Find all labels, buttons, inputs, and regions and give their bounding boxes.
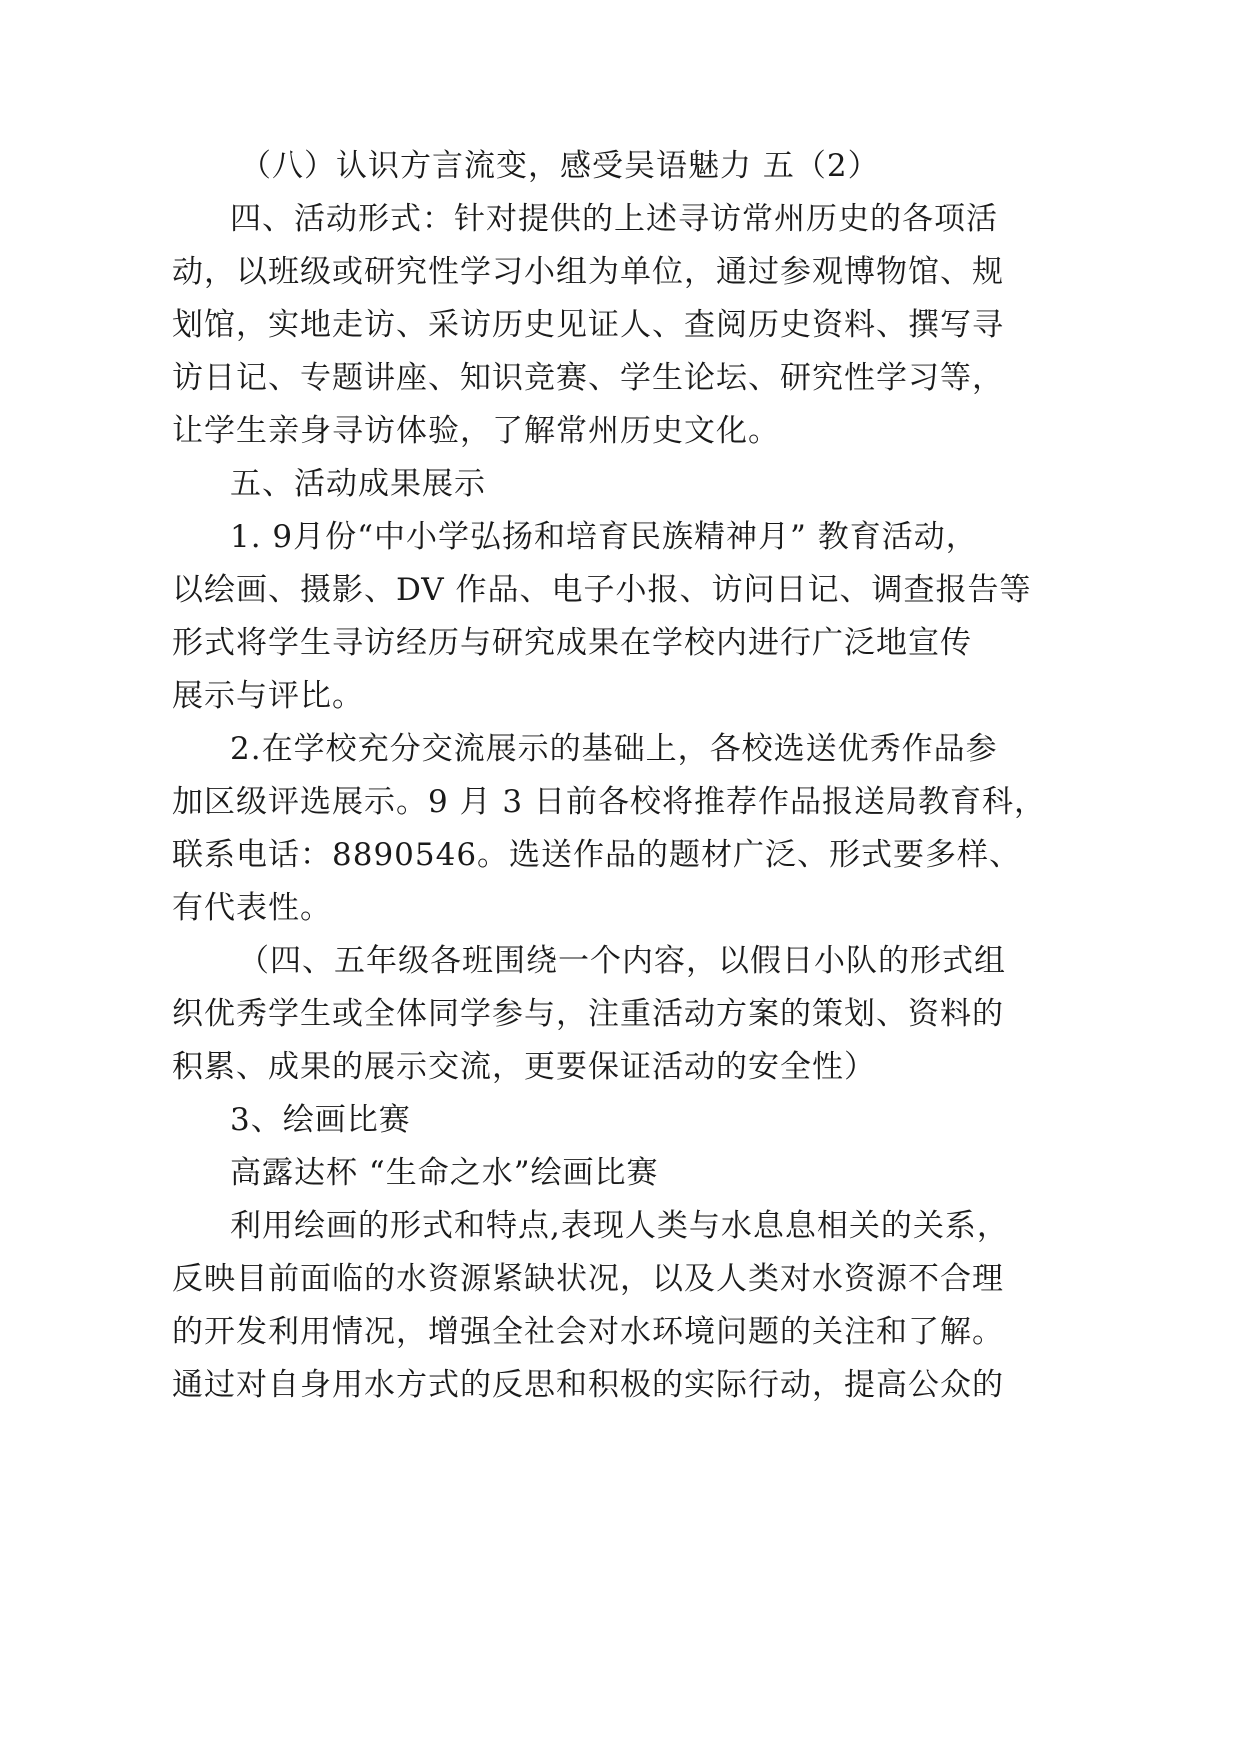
text-line: 划馆，实地走访、采访历史见证人、查阅历史资料、撰写寻 [172,307,1004,343]
text-line: 织优秀学生或全体同学参与，注重活动方案的策划、资料的 [172,996,1004,1032]
text-line: 加区级评选展示。9 月 3 日前各校将推荐作品报送局教育科， [172,784,1047,820]
text-line: 形式将学生寻访经历与研究成果在学校内进行广泛地宣传 [172,625,972,661]
text-line: 联系电话：8890546。选送作品的题材广泛、形式要多样、 [172,837,1022,873]
text-line: 的开发利用情况，增强全社会对水环境问题的关注和了解。 [172,1314,1004,1350]
text-line: 反映目前面临的水资源紧缺状况，以及人类对水资源不合理 [172,1261,1004,1297]
text-line: 通过对自身用水方式的反思和积极的实际行动，提高公众的 [172,1367,1004,1403]
text-line: 访日记、专题讲座、知识竞赛、学生论坛、研究性学习等， [172,360,1004,396]
text-line: 高露达杯 “生命之水”绘画比赛 [230,1155,659,1191]
text-line: 有代表性。 [172,890,332,926]
text-line: 2.在学校充分交流展示的基础上，各校选送优秀作品参 [230,731,998,767]
text-line: （四、五年级各班围绕一个内容，以假日小队的形式组 [238,943,1006,979]
text-line: 四、活动形式：针对提供的上述寻访常州历史的各项活 [230,201,998,237]
text-line: 五、活动成果展示 [230,466,486,502]
text-line: 3、绘画比赛 [230,1102,411,1138]
text-line: 利用绘画的形式和特点,表现人类与水息息相关的关系， [230,1208,1009,1244]
text-line: 动，以班级或研究性学习小组为单位，通过参观博物馆、规 [172,254,1004,290]
text-line: （八）认识方言流变，感受吴语魅力 五（2） [240,148,880,184]
text-line: 让学生亲身寻访体验，了解常州历史文化。 [172,413,780,449]
text-line: 积累、成果的展示交流，更要保证活动的安全性） [172,1049,876,1085]
text-line: 1. 9月份“中小学弘扬和培育民族精神月” 教育活动， [230,519,978,555]
text-line: 展示与评比。 [172,678,364,714]
text-line: 以绘画、摄影、DV 作品、电子小报、访问日记、调查报告等 [172,572,1032,608]
